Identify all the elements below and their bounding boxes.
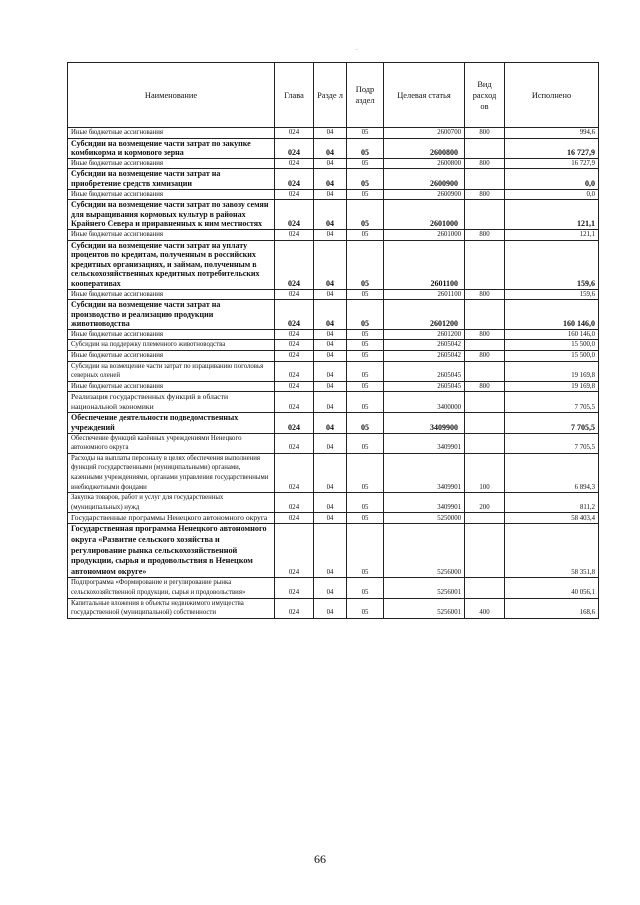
table-body [68, 128, 599, 619]
row-glava: 024 [275, 169, 314, 189]
row-target: 2601100 [384, 240, 465, 289]
row-expense [465, 413, 505, 433]
row-target: 2601200 [384, 329, 465, 340]
row-expense: 400 [465, 598, 505, 618]
table-row [68, 340, 599, 351]
row-podrazdel: 05 [347, 200, 384, 230]
table-row [68, 138, 599, 158]
row-podrazdel: 05 [347, 524, 384, 578]
row-target: 2600800 [384, 138, 465, 158]
row-glava: 024 [275, 392, 314, 413]
row-done: 58 351,8 [505, 524, 599, 578]
row-expense [465, 392, 505, 413]
row-done: 811,2 [505, 493, 599, 513]
row-target: 2605042 [384, 340, 465, 351]
table-row [68, 413, 599, 433]
row-done: 19 169,8 [505, 381, 599, 392]
row-expense: 800 [465, 158, 505, 169]
row-name: Государственные программы Ненецкого автономного округа [68, 513, 275, 524]
row-target: 3409900 [384, 413, 465, 433]
row-done: 994,6 [505, 128, 599, 139]
header-name: Наименование [68, 63, 275, 128]
row-expense [465, 433, 505, 453]
row-done: 160 146,0 [505, 300, 599, 330]
row-expense [465, 361, 505, 381]
row-glava: 024 [275, 351, 314, 362]
row-name: Иные бюджетные ассигнования [68, 158, 275, 169]
row-podrazdel: 05 [347, 493, 384, 513]
table-row [68, 329, 599, 340]
row-expense: 800 [465, 329, 505, 340]
row-razdel: 04 [314, 169, 347, 189]
row-done: 168,6 [505, 598, 599, 618]
row-razdel: 04 [314, 413, 347, 433]
row-target: 2605042 [384, 351, 465, 362]
row-target: 2605045 [384, 361, 465, 381]
row-done: 7 705,5 [505, 413, 599, 433]
row-done: 16 727,9 [505, 138, 599, 158]
row-razdel: 04 [314, 158, 347, 169]
row-target: 2600800 [384, 158, 465, 169]
table-row [68, 189, 599, 200]
row-glava: 024 [275, 578, 314, 598]
row-razdel: 04 [314, 361, 347, 381]
row-razdel: 04 [314, 381, 347, 392]
row-glava: 024 [275, 381, 314, 392]
row-glava: 024 [275, 493, 314, 513]
row-glava: 024 [275, 598, 314, 618]
table-row [68, 240, 599, 289]
row-name: Реализация государственных функций в области национальной экономики [68, 392, 275, 413]
row-name: Обеспечение деятельности подведомственных учреждений [68, 413, 275, 433]
row-done: 15 500,0 [505, 340, 599, 351]
row-expense [465, 240, 505, 289]
row-razdel: 04 [314, 493, 347, 513]
row-razdel: 04 [314, 240, 347, 289]
row-done: 19 169,8 [505, 361, 599, 381]
header-expense: Вид расход ов [465, 63, 505, 128]
table-row [68, 493, 599, 513]
row-name: Субсидии на возмещение части затрат на производство и реализацию продукции животноводства [68, 300, 275, 330]
row-podrazdel: 05 [347, 381, 384, 392]
table-row [68, 289, 599, 300]
row-target: 2601200 [384, 300, 465, 330]
row-razdel: 04 [314, 200, 347, 230]
row-done: 121,1 [505, 229, 599, 240]
table-row [68, 433, 599, 453]
row-glava: 024 [275, 513, 314, 524]
row-razdel: 04 [314, 578, 347, 598]
row-podrazdel: 05 [347, 158, 384, 169]
table-row [68, 128, 599, 139]
row-expense: 800 [465, 128, 505, 139]
table-row [68, 392, 599, 413]
row-target: 2601000 [384, 229, 465, 240]
row-name: Иные бюджетные ассигнования [68, 229, 275, 240]
table-row [68, 513, 599, 524]
row-glava: 024 [275, 361, 314, 381]
header-razdel: Разде л [314, 63, 347, 128]
table-row [68, 578, 599, 598]
row-done: 159,6 [505, 240, 599, 289]
row-expense [465, 138, 505, 158]
row-glava: 024 [275, 138, 314, 158]
row-done: 7 705,5 [505, 433, 599, 453]
row-podrazdel: 05 [347, 351, 384, 362]
row-done: 160 146,0 [505, 329, 599, 340]
row-razdel: 04 [314, 351, 347, 362]
row-target: 2600900 [384, 169, 465, 189]
row-glava: 024 [275, 329, 314, 340]
row-name: Субсидии на поддержку племенного животноводства [68, 340, 275, 351]
table-row [68, 453, 599, 492]
row-name: Подпрограмма «Формирование и регулирование рынка сельскохозяйственной продукции, сырья и продовольствия» [68, 578, 275, 598]
row-podrazdel: 05 [347, 513, 384, 524]
table-row [68, 524, 599, 578]
row-expense: 800 [465, 381, 505, 392]
table-row [68, 158, 599, 169]
row-podrazdel: 05 [347, 578, 384, 598]
row-glava: 024 [275, 289, 314, 300]
row-razdel: 04 [314, 329, 347, 340]
row-done: 0,0 [505, 169, 599, 189]
row-target: 5250000 [384, 513, 465, 524]
row-razdel: 04 [314, 128, 347, 139]
table-row [68, 381, 599, 392]
row-name: Субсидии на возмещение части затрат на приобретение средств химизации [68, 169, 275, 189]
row-glava: 024 [275, 240, 314, 289]
row-glava: 024 [275, 189, 314, 200]
header-row [68, 63, 599, 128]
row-name: Иные бюджетные ассигнования [68, 128, 275, 139]
row-target: 2600900 [384, 189, 465, 200]
row-name: Субсидии на возмещение части затрат по изращиванию поголовья северных оленей [68, 361, 275, 381]
row-podrazdel: 05 [347, 229, 384, 240]
row-expense [465, 300, 505, 330]
table-row [68, 300, 599, 330]
row-podrazdel: 05 [347, 128, 384, 139]
row-name: Иные бюджетные ассигнования [68, 289, 275, 300]
row-razdel: 04 [314, 433, 347, 453]
row-expense: 100 [465, 453, 505, 492]
header-podrazdel: Подр аздел [347, 63, 384, 128]
row-razdel: 04 [314, 598, 347, 618]
row-glava: 024 [275, 340, 314, 351]
budget-table [67, 62, 599, 619]
row-target: 2600700 [384, 128, 465, 139]
row-done: 0,0 [505, 189, 599, 200]
row-podrazdel: 05 [347, 433, 384, 453]
row-razdel: 04 [314, 138, 347, 158]
row-razdel: 04 [314, 340, 347, 351]
row-name: Капитальные вложения в объекты недвижимого имущества государственной (муниципальной) собственности [68, 598, 275, 618]
row-expense [465, 340, 505, 351]
row-expense [465, 169, 505, 189]
row-name: Субсидии на возмещение части затрат по завозу семян для выращивания кормовых культур в районах Крайнего Севера и приравненных к ним местностях [68, 200, 275, 230]
row-target: 3409901 [384, 493, 465, 513]
row-target: 2601000 [384, 200, 465, 230]
row-target: 2601100 [384, 289, 465, 300]
row-podrazdel: 05 [347, 138, 384, 158]
row-razdel: 04 [314, 300, 347, 330]
row-name: Субсидии на возмещение части затрат на уплату процентов по кредитам, полученным в российских кредитных организациях, и займам, полученным в сельскохозяйственных кредитных потребительских кооперативах [68, 240, 275, 289]
table-row [68, 169, 599, 189]
row-expense: 800 [465, 229, 505, 240]
row-glava: 024 [275, 453, 314, 492]
row-expense [465, 200, 505, 230]
row-done: 7 705,5 [505, 392, 599, 413]
table-row [68, 351, 599, 362]
row-expense: 800 [465, 289, 505, 300]
row-glava: 024 [275, 300, 314, 330]
row-expense: 200 [465, 493, 505, 513]
row-name: Расходы на выплаты персоналу в целях обеспечения выполнения функций государственными (муниципальными) органами, казенными учреждениями, органами управления государственными внебюджетными фондами [68, 453, 275, 492]
row-glava: 024 [275, 433, 314, 453]
row-expense [465, 524, 505, 578]
row-razdel: 04 [314, 229, 347, 240]
row-name: Государственная программа Ненецкого автономного округа «Развитие сельского хозяйства и регулирование рынка сельскохозяйственной продукции, сырья и продовольствия в Ненецком автономном округе» [68, 524, 275, 578]
row-podrazdel: 05 [347, 300, 384, 330]
row-name: Иные бюджетные ассигнования [68, 351, 275, 362]
row-expense: 800 [465, 189, 505, 200]
row-name: Иные бюджетные ассигнования [68, 329, 275, 340]
row-podrazdel: 05 [347, 329, 384, 340]
scan-mark: . [356, 44, 358, 52]
row-glava: 024 [275, 524, 314, 578]
table-row [68, 229, 599, 240]
row-glava: 024 [275, 200, 314, 230]
row-name: Обеспечение функций казённых учреждениями Ненецкого автономного округа [68, 433, 275, 453]
header-glava: Глава [275, 63, 314, 128]
row-podrazdel: 05 [347, 240, 384, 289]
row-podrazdel: 05 [347, 340, 384, 351]
row-done: 16 727,9 [505, 158, 599, 169]
row-done: 40 056,1 [505, 578, 599, 598]
row-expense [465, 513, 505, 524]
row-razdel: 04 [314, 453, 347, 492]
row-done: 121,1 [505, 200, 599, 230]
table-row [68, 200, 599, 230]
row-podrazdel: 05 [347, 361, 384, 381]
row-target: 5256001 [384, 598, 465, 618]
row-podrazdel: 05 [347, 453, 384, 492]
row-podrazdel: 05 [347, 413, 384, 433]
row-name: Иные бюджетные ассигнования [68, 381, 275, 392]
row-expense: 800 [465, 351, 505, 362]
row-target: 5256001 [384, 578, 465, 598]
row-razdel: 04 [314, 392, 347, 413]
row-razdel: 04 [314, 524, 347, 578]
row-target: 3400000 [384, 392, 465, 413]
row-target: 3409901 [384, 433, 465, 453]
row-name: Иные бюджетные ассигнования [68, 189, 275, 200]
row-name: Субсидии на возмещение части затрат по закупке комбикорма и кормового зерна [68, 138, 275, 158]
row-podrazdel: 05 [347, 289, 384, 300]
header-done: Исполнено [505, 63, 599, 128]
table-row [68, 361, 599, 381]
row-glava: 024 [275, 413, 314, 433]
row-podrazdel: 05 [347, 169, 384, 189]
row-target: 2605045 [384, 381, 465, 392]
row-razdel: 04 [314, 513, 347, 524]
row-done: 6 894,3 [505, 453, 599, 492]
row-glava: 024 [275, 128, 314, 139]
row-glava: 024 [275, 158, 314, 169]
row-target: 5256000 [384, 524, 465, 578]
row-target: 3409901 [384, 453, 465, 492]
row-podrazdel: 05 [347, 392, 384, 413]
header-target: Целевая статья [384, 63, 465, 128]
row-razdel: 04 [314, 189, 347, 200]
row-name: Закупка товаров, работ и услуг для государственных (муниципальных) нужд [68, 493, 275, 513]
row-podrazdel: 05 [347, 189, 384, 200]
row-glava: 024 [275, 229, 314, 240]
row-done: 159,6 [505, 289, 599, 300]
page-number: 66 [314, 852, 326, 866]
row-expense [465, 578, 505, 598]
table-row [68, 598, 599, 618]
row-done: 58 403,4 [505, 513, 599, 524]
row-razdel: 04 [314, 289, 347, 300]
row-done: 15 500,0 [505, 351, 599, 362]
row-podrazdel: 05 [347, 598, 384, 618]
